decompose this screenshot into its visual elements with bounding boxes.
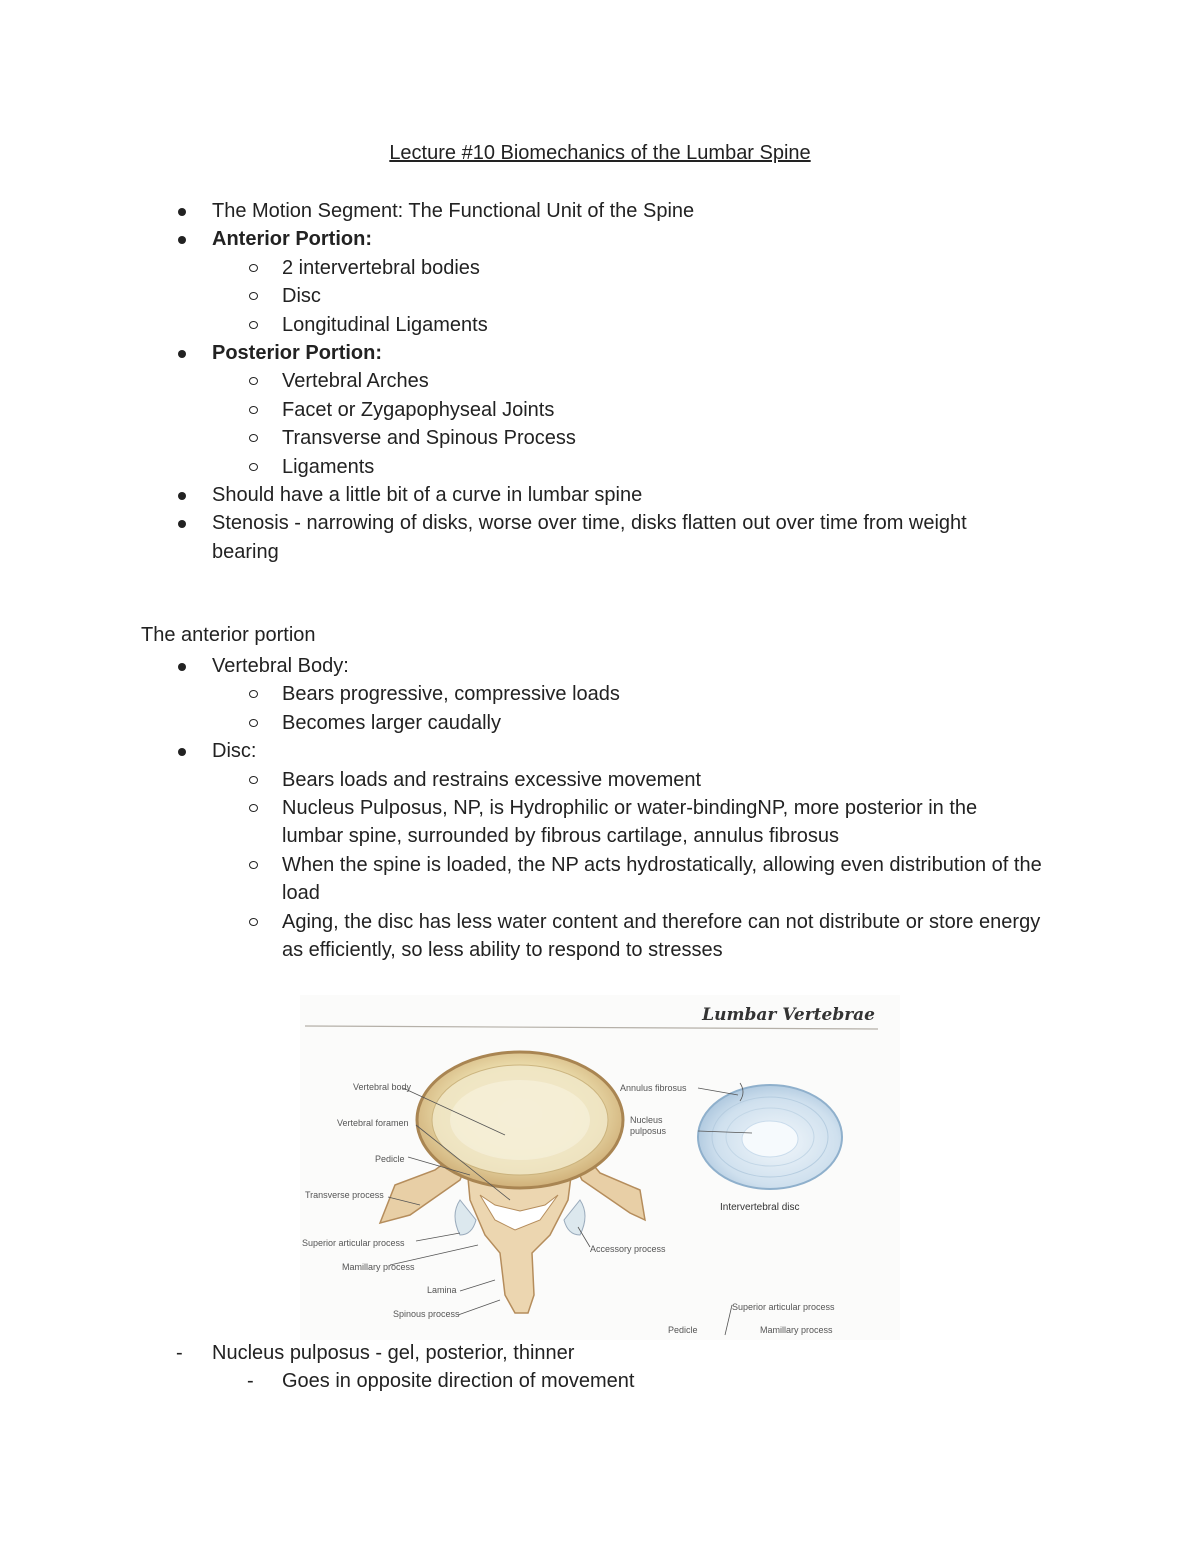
label-vertebral-body: Vertebral body [353, 1082, 412, 1092]
label-annulus-fibrosus: Annulus fibrosus [620, 1083, 687, 1093]
list-item: Ligaments [0, 453, 1032, 481]
label-pulposus: pulposus [630, 1126, 667, 1136]
label-intervertebral-disc: Intervertebral disc [720, 1202, 800, 1213]
list-item: The Motion Segment: The Functional Unit of the Spine [0, 197, 1032, 225]
list-item: Stenosis - narrowing of disks, worse over time, disks flatten out over time from weight bearing [0, 509, 1032, 566]
anterior-heading: Anterior Portion: [0, 225, 1032, 253]
label-vertebral-foramen: Vertebral foramen [337, 1118, 409, 1128]
list-item: - Goes in opposite direction of movement [0, 1367, 634, 1395]
list-item: Becomes larger caudally [0, 709, 1042, 737]
label-spinous-process: Spinous process [393, 1309, 460, 1319]
posterior-heading: Posterior Portion: [0, 339, 1032, 367]
label-superior-articular-process: Superior articular process [302, 1238, 405, 1248]
list-item: - Nucleus pulposus - gel, posterior, thinner [0, 1339, 634, 1367]
label-accessory-process: Accessory process [590, 1244, 666, 1254]
intervertebral-disc-drawing [698, 1085, 842, 1189]
label-mamillary-process-2: Mamillary process [760, 1325, 833, 1335]
list-item: Bears progressive, compressive loads [0, 680, 1042, 708]
list-item: Disc: [0, 737, 1042, 765]
label-mamillary-process: Mamillary process [342, 1262, 415, 1272]
list-item: Aging, the disc has less water content and therefore can not distribute or store energy as efficiently, so less ability to respond to stresses [0, 908, 1042, 965]
list-item: When the spine is loaded, the NP acts hydrostatically, allowing even distribution of the load [0, 851, 1042, 908]
list-item: Vertebral Arches [0, 367, 1032, 395]
figure-title: Lumbar Vertebrae [702, 1005, 875, 1025]
label-superior-articular-process-2: Superior articular process [732, 1302, 835, 1312]
list-item: Should have a little bit of a curve in lumbar spine [0, 481, 1032, 509]
list-item: Transverse and Spinous Process [0, 424, 1032, 452]
label-pedicle-2: Pedicle [668, 1325, 698, 1335]
label-nucleus: Nucleus [630, 1115, 663, 1125]
list-item: Bears loads and restrains excessive movement [0, 766, 1042, 794]
label-pedicle: Pedicle [375, 1154, 405, 1164]
main-bullet-list [0, 197, 1032, 566]
page-title: Lecture #10 Biomechanics of the Lumbar Spine [389, 142, 811, 164]
list-item: Vertebral Body: [0, 652, 1042, 680]
lumbar-vertebrae-figure [300, 995, 900, 1340]
list-item: Disc [0, 282, 1032, 310]
label-lamina: Lamina [427, 1285, 457, 1295]
list-item: Nucleus Pulposus, NP, is Hydrophilic or water-bindingNP, more posterior in the lumbar spine, surrounded by fibrous cartilage, annulus fibrosus [0, 794, 1042, 851]
list-item: Facet or Zygapophyseal Joints [0, 396, 1032, 424]
section-label: The anterior portion [141, 624, 316, 646]
anterior-portion-list [0, 652, 1042, 964]
label-transverse-process: Transverse process [305, 1190, 384, 1200]
list-item: 2 intervertebral bodies [0, 254, 1032, 282]
list-item: Longitudinal Ligaments [0, 311, 1032, 339]
notes-list [0, 1339, 634, 1396]
